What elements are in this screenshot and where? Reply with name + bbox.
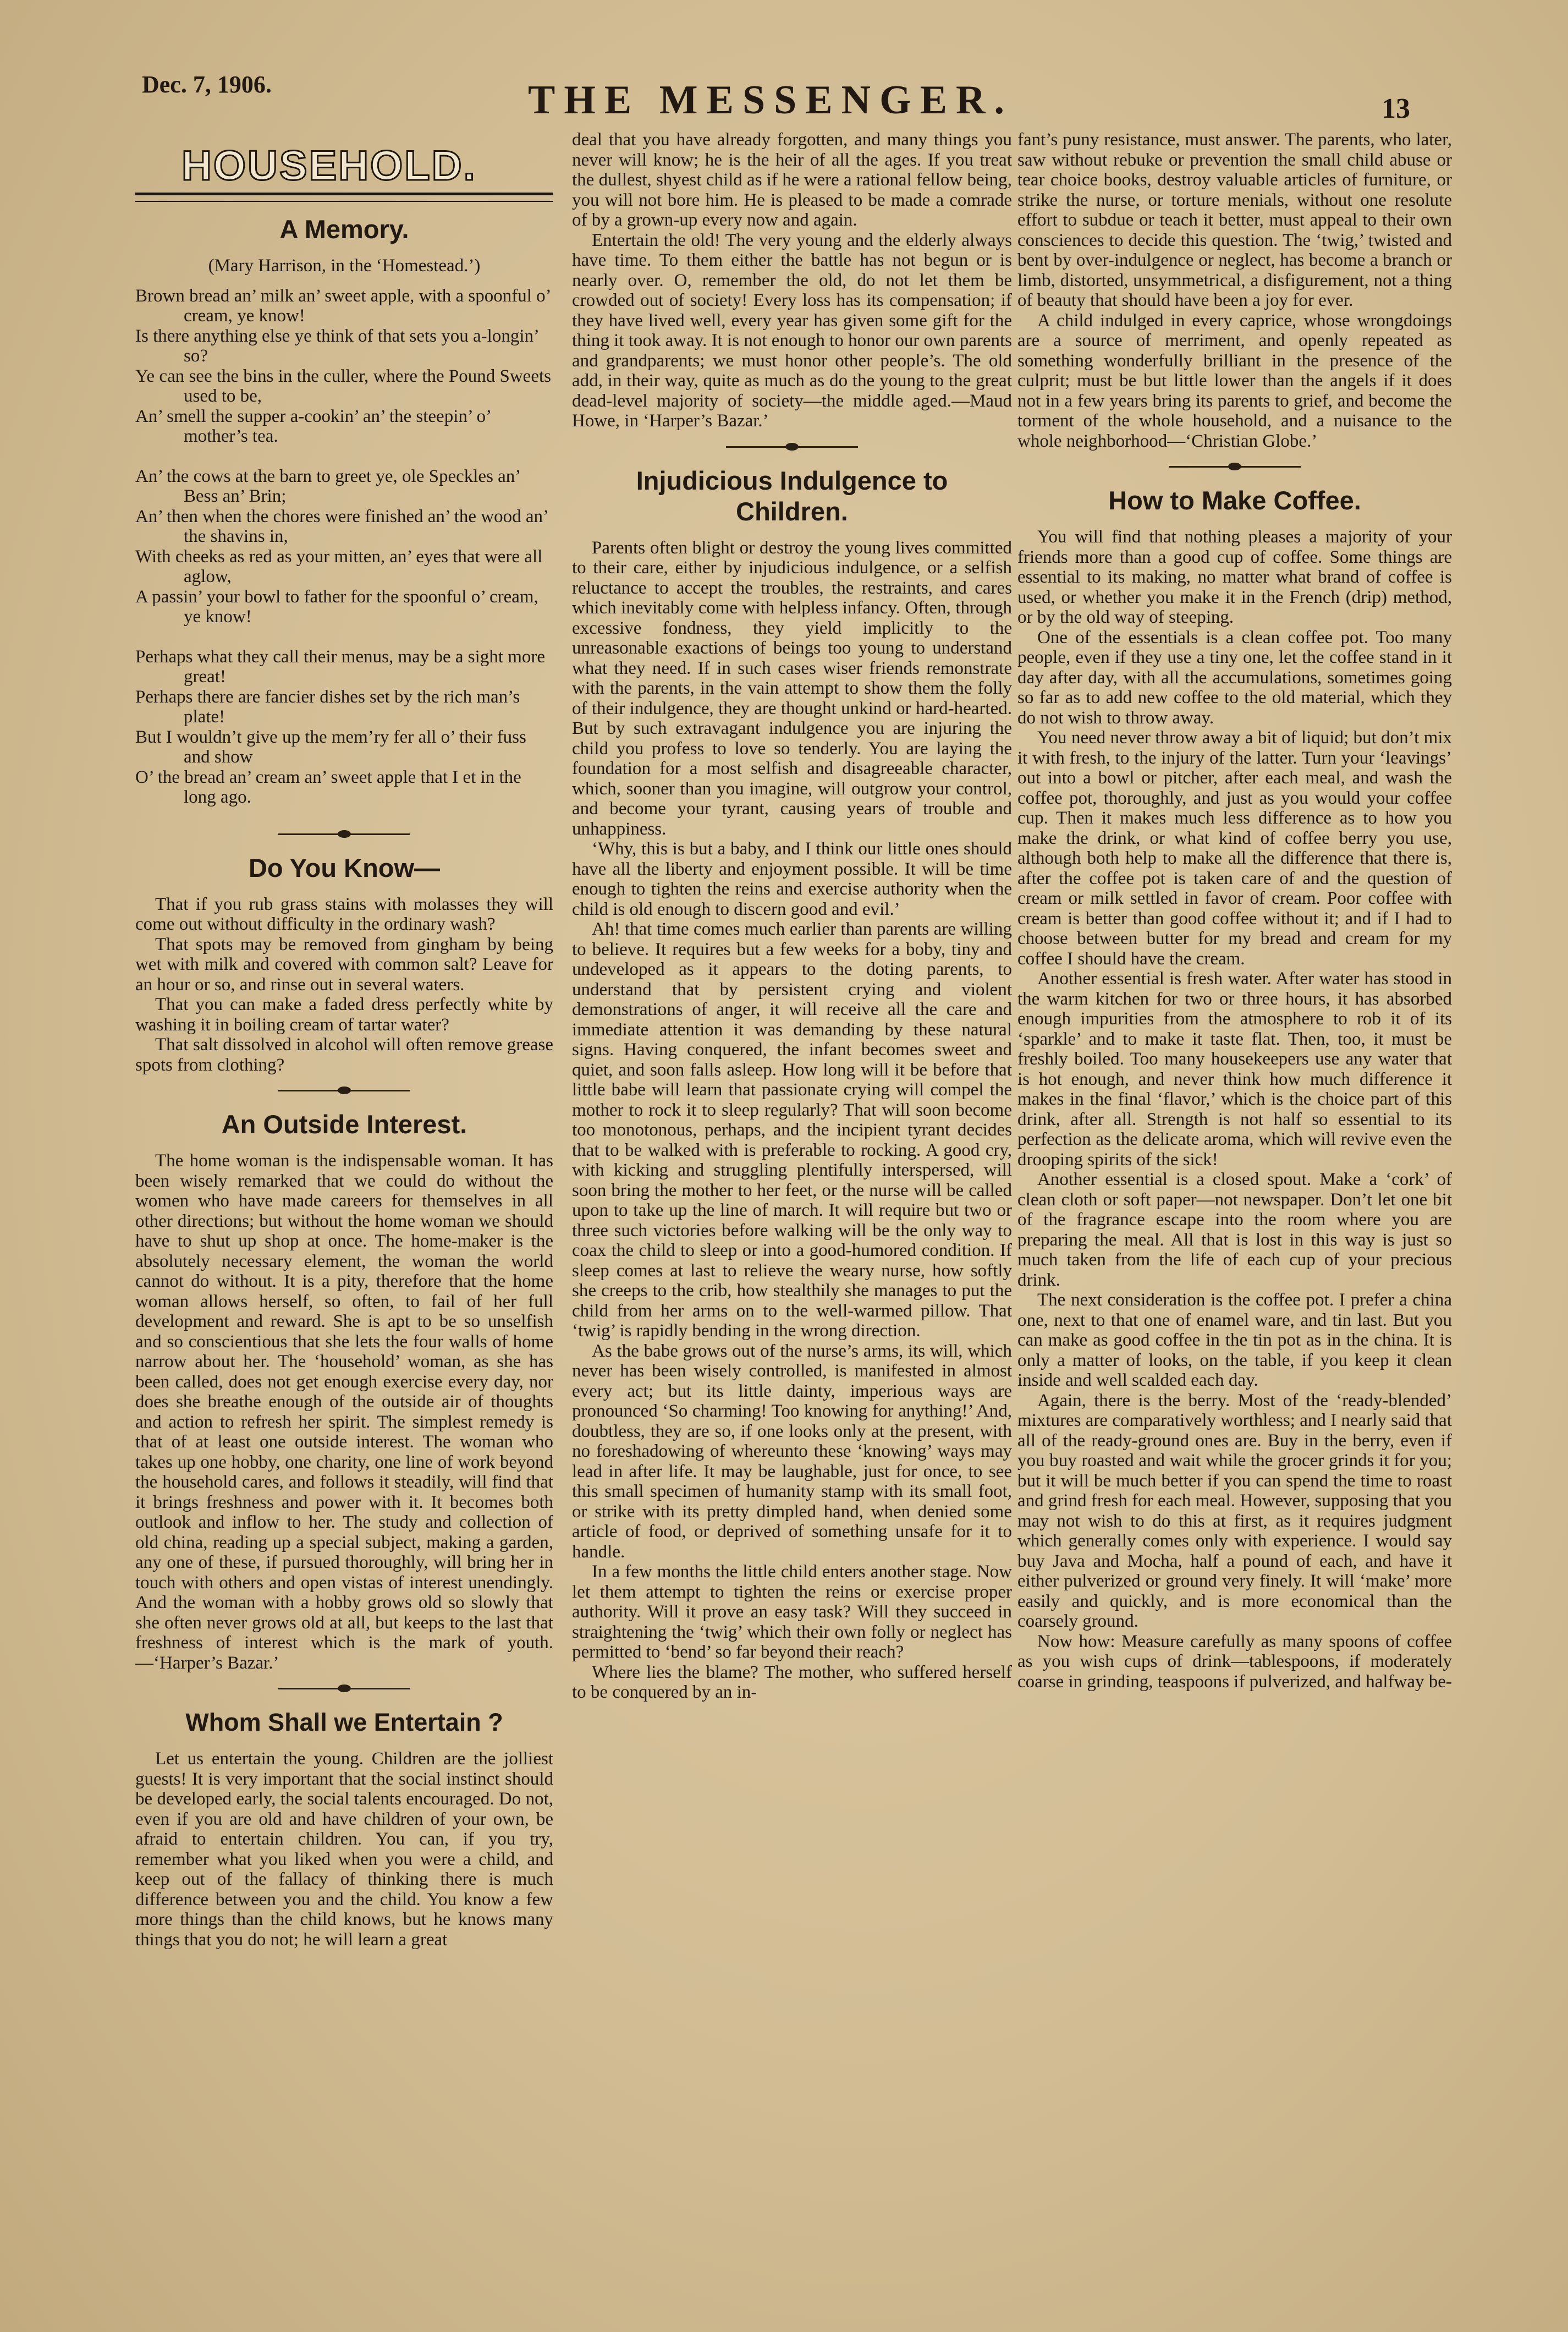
article-title: An Outside Interest. (221, 1110, 467, 1139)
poem-line: Ye can see the bins in the culler, where the Pound Sweets used to be, (135, 366, 551, 406)
poem-line: Perhaps what they call their menus, may be a sight more great! (135, 646, 546, 687)
poem-stanza (135, 286, 553, 447)
issue-date: Dec. 7, 1906. (142, 71, 272, 98)
article-title: How to Make Coffee. (1108, 486, 1361, 515)
article-title-line: Injudicious Indulgence to (636, 465, 948, 495)
poem-body (135, 286, 553, 808)
paragraph: ‘Why, this is but a baby, and I think our little ones should have all the liberty and enjoyment possible. It will be time enough to tighten the reins and exercise authority when the child is old enough to discern good and evil.’ (572, 839, 1012, 919)
article-outside-interest (135, 1109, 553, 1673)
paragraph: Parents often blight or destroy the young lives committed to their care, either by injudicious indulgence, or a selfish reluctance to accept the troubles, the restraints, and cares which inevitably come with helpless infancy. Often, through excessive fondness, they yield implicitly to the unreasonable exactions of beings too young to understand what they need. If in such cases wiser friends remonstrate with the parents, in the vain attempt to show them the folly of their indulgence, they are thought unkind or hard-hearted. But by such extravagant indulgence you are injuring the child you profess to love so tenderly. You are laying the foundation for a most selfish and disagreeable character, which, sooner than you imagine, will outgrow your control, and become your tyrant, causing years of trouble and unhappiness. (572, 537, 1012, 839)
paragraph: One of the essentials is a clean coffee pot. Too many people, even if they use a tiny one, let the coffee stand in it day after day, with all the accumulations, sometimes going so far as to add new coffee to the old material, which they do not wish to throw away. (1017, 627, 1452, 728)
poem-stanza (135, 647, 553, 808)
article-title: Whom Shall we Entertain ? (185, 1708, 503, 1736)
paragraph: As the babe grows out of the nurse’s arms, its will, which never has been wisely controlled, is manifested in almost every act; but its little dainty, imperious ways are pronounced ‘So charming! Too knowing for anything!’ And, doubtless, they are so, if one looks only at the present, with no foreshadowing of whereunto these ‘knowing’ ways may lead in after life. It may be laughable, just for once, to see this small specimen of humanity stamp with its small foot, or strike with its pretty dimpled hand, when denied some article of food, or deprived of something unsafe for it to handle. (572, 1341, 1012, 1562)
paragraph: Entertain the old! The very young and the elderly always have time. To them either the battle has not begun or is nearly over. O, remember the old, do not let them be crowded out of society! Every loss has its compensation; if they have lived well, every year has given some gift for the thing it took away. It is not enough to honor our own parents and grandparents; we must honor other people’s. The old add, in their way, quite as much as do the young to the great dead-level majority of society—the middle aged.—Maud Howe, in ‘Harper’s Bazar.’ (572, 230, 1012, 431)
poem-stanza (135, 467, 553, 627)
paragraph: That if you rub grass stains with molasses they will come out without difficulty in the ordinary wash? (135, 894, 553, 934)
poem-line: Is there anything else ye think of that sets you a-longin’ so? (135, 326, 538, 366)
poem-attribution: (Mary Harrison, in the ‘Homestead.’) (208, 256, 481, 276)
article-title: A Memory. (279, 215, 409, 244)
poem-line: A passin’ your bowl to father for the spoonful o’ cream, ye know! (135, 586, 538, 627)
paragraph: You need never throw away a bit of liquid; but don’t mix it with fresh, to the injury of the latter. Turn your ‘leavings’ out into a bowl or pitcher, after each meal, and wash the coffee pot, thoroughly, and just as you would your coffee cup. Then it makes much less difference as to how you make the drink, or what kind of coffee berry you use, although both help to make all the difference that there is, after the coffee pot is taken care of and the question of cream or milk settled in favor of cream. Poor coffee with cream is better than good coffee without it; and if I had to choose between butter for my bread and cream for my coffee I should have the cream. (1017, 728, 1452, 969)
poem-line: An’ the cows at the barn to greet ye, ole Speckles an’ Bess an’ Brin; (135, 466, 520, 506)
poem-line: But I wouldn’t give up the mem’ry fer all o’ their fuss and show (135, 727, 526, 767)
article-title: Do You Know— (248, 853, 441, 882)
paragraph: The home woman is the indispensable woman. It has been wisely remarked that we could do without the women who have made careers for themselves in all other directions; but without the home woman we should have to shut up shop at once. The home-maker is the absolutely necessary element, the woman the world cannot do without. It is a pity, therefore that the home woman allows herself, so often, to fail of her full development and reward. She is apt to be so unselfish and so conscientious that she lets the four walls of home narrow about her. The ‘household’ woman, as she has been called, does not get enough exercise every day, nor does she breathe enough of the outside air of thoughts and action to refresh her spirit. The simplest remedy is that of at least one outside interest. The woman who takes up one hobby, one charity, one line of work beyond the household cares, and follows it steadily, will find that it brings freshness and power with it. It becomes both outlook and inflow to her. The study and collection of old china, reading up a special subject, making a garden, any one of these, if pursued thoroughly, will bring her in touch with others and open vistas of interest unendingly. And the woman with a hobby grows old so slowly that she often never grows old at all, but keeps to the last that freshness of interest which is the mark of youth.—‘Harper’s Bazar.’ (135, 1151, 553, 1673)
paragraph: That you can make a faded dress perfectly white by washing it in boiling cream of tartar water? (135, 995, 553, 1035)
article-title-line: Children. (736, 496, 848, 526)
department-title: HOUSEHOLD. (181, 142, 477, 189)
paragraph: Where lies the blame? The mother, who suffered herself to be conquered by an in- (572, 1662, 1012, 1702)
article-title (572, 465, 1012, 527)
newspaper-title: THE MESSENGER. (528, 78, 1013, 123)
section-divider (278, 827, 410, 841)
department-rule (135, 193, 553, 202)
paragraph: In a few months the little child enters another stage. Now let them attempt to tighten the reins or exercise proper authority. Will it prove an easy task? Will they succeed in straightening the ‘twig’ which their own folly or neglect has permitted to ‘bend’ so far beyond their reach? (572, 1562, 1012, 1662)
section-divider (1169, 460, 1301, 473)
article-whom-shall-we-entertain (135, 1707, 553, 1950)
poem-line: O’ the bread an’ cream an’ sweet apple that I et in the long ago. (135, 767, 521, 807)
paragraph: That spots may be removed from gingham by being wet with milk and covered with common salt? Leave for an hour or so, and rinse out in several waters. (135, 934, 553, 995)
article-injudicious-indulgence (572, 465, 1012, 1703)
article-how-to-make-coffee (1017, 485, 1452, 1692)
article-whom-shall-we-entertain-continued (572, 130, 1012, 431)
article-injudicious-indulgence-continued (1017, 130, 1452, 451)
paragraph: Another essential is fresh water. After water has stood in the warm kitchen for two or three hours, it has absorbed enough impurities from the atmosphere to rob it of its ‘sparkle’ and to make it taste flat. Then, too, it must be freshly boiled. Too many housekeepers use any water that is hot enough, and never think how much difference it makes in the final ‘flavor,’ which is the choice part of this drink, after all. Strength is not half so essential to its perfection as the delicate aroma, which will revive even the drooping spirits of the sick! (1017, 969, 1452, 1170)
paragraph: Again, there is the berry. Most of the ‘ready-blended’ mixtures are comparatively worthless; and I nearly said that all of the ready-ground ones are. Buy in the berry, even if you buy roasted and wait while the grocer grinds it for you; but it will be much better if you can spend the time to roast and grind fresh for each meal. However, supposing that you may not wish to do this at first, as it requires judgment which generally comes only with experience. I would say buy Java and Mocha, half a pound of each, and have it either pulverized or ground very finely. It will ‘make’ more easily and quickly, and is more economical than the coarsely ground. (1017, 1390, 1452, 1631)
paragraph: Let us entertain the young. Children are the jolliest guests! It is very important that the social instinct should be developed early, the social talents encouraged. Do not, even if you are old and have children of your own, be afraid to entertain children. You can, if you try, remember what you liked when you were a child, and keep out of the fallacy of thinking there is much difference between you and the child. You know a few more things than the child knows, but he knows many things that you do not; he will learn a great (135, 1749, 553, 1950)
column-2 (572, 130, 1012, 2253)
poem-line: An’ smell the supper a-cookin’ an’ the steepin’ o’ mother’s tea. (135, 406, 491, 446)
paragraph: Now how: Measure carefully as many spoons of coffee as you wish cups of drink—tablespoons, if moderately coarse in grinding, teaspoons if pulverized, and halfway be- (1017, 1631, 1452, 1692)
poem-line: An’ then when the chores were finished an’ the wood an’ the shavins in, (135, 506, 548, 546)
paragraph: The next consideration is the coffee pot. I prefer a china one, next to that one of enamel ware, and tin last. But you can make as good coffee in the tin pot as in the china. It is only a matter of looks, on the table, if you keep it clean inside and well scalded each day. (1017, 1290, 1452, 1390)
section-divider (726, 440, 858, 453)
column-1 (135, 130, 553, 2253)
paragraph: That salt dissolved in alcohol will often remove grease spots from clothing? (135, 1035, 553, 1075)
poem-line: Perhaps there are fancier dishes set by the rich man’s plate! (135, 687, 520, 727)
article-do-you-know (135, 853, 553, 1076)
section-divider (278, 1084, 410, 1097)
section-divider (278, 1682, 410, 1695)
poem-line: Brown bread an’ milk an’ sweet apple, with a spoonful o’ cream, ye know! (135, 286, 551, 326)
poem-line: With cheeks as red as your mitten, an’ eyes that were all aglow, (135, 546, 543, 586)
paragraph: deal that you have already forgotten, and many things you never will know; he is the heir of all the ages. If you treat the dullest, shyest child as if he were a rational fellow being, you will not bore him. He is pleased to be made a comrade of by a grown-up every now and again. (572, 130, 1012, 230)
paragraph: Another essential is a closed spout. Make a ‘cork’ of clean cloth or soft paper—not newspaper. Don’t let one bit of the fragrance escape into the room where you are preparing the meal. All that is lost in this way is just so much taken from the life of each cup of your precious drink. (1017, 1170, 1452, 1290)
paragraph: You will find that nothing pleases a majority of your friends more than a good cup of coffee. Some things are essential to its making, no matter what brand of coffee is used, or whether you make it in the French (drip) method, or by the old way of steeping. (1017, 527, 1452, 627)
article-a-memory (135, 214, 553, 808)
column-3 (1017, 130, 1452, 2253)
paragraph: fant’s puny resistance, must answer. The parents, who later, saw without rebuke or prevention the small child abuse or tear choice books, destroy valuable articles of furniture, or strike the nurse, or torture menials, without one resolute effort to subdue or teach it better, must appeal to their own consciences to decide this question. The ‘twig,’ twisted and bent by over-indulgence or neglect, has become a branch or limb, distorted, unsymmetrical, a disfigurement, not a thing of beauty that should have been a joy for ever. (1017, 130, 1452, 310)
paragraph: Ah! that time comes much earlier than parents are willing to believe. It requires but a few weeks for a boby, tiny and undeveloped as it appears to the doting parents, to understand that by persistent crying and violent demonstrations of anger, it will receive all the care and immediate attention it was demanding by these natural signs. Having conquered, the infant becomes sweet and quiet, and soon falls asleep. How long will it be before that little babe will learn that passionate crying will compel the mother to rock it to sleep regularly? That will soon become too monotonous, perhaps, and the incipient tyrant decides that to be walked with is preferable to rocking. A good cry, with kicking and struggling plentifully interspersed, will soon bring the mother to her feet, or the nurse will be called upon to take up the line of march. It will require but two or three such victories before walking will be the only way to coax the child to sleep or into a good-humored condition. If sleep comes at last to relieve the weary nurse, how softly she creeps to the crib, how stealthily she manages to put the child from her arms on to the well-warmed pillow. That ‘twig’ is rapidly bending in the wrong direction. (572, 919, 1012, 1341)
page-number: 13 (1382, 93, 1410, 124)
masthead (0, 0, 1568, 143)
paragraph: A child indulged in every caprice, whose wrongdoings are a source of merriment, and openly repeated as something wonderfully brilliant in the presence of the culprit; must be but little lower than the angels if it does not in a few years bring its parents to grief, and become the torment of the whole household, and a nuisance to the whole neighborhood—‘Christian Globe.’ (1017, 310, 1452, 451)
